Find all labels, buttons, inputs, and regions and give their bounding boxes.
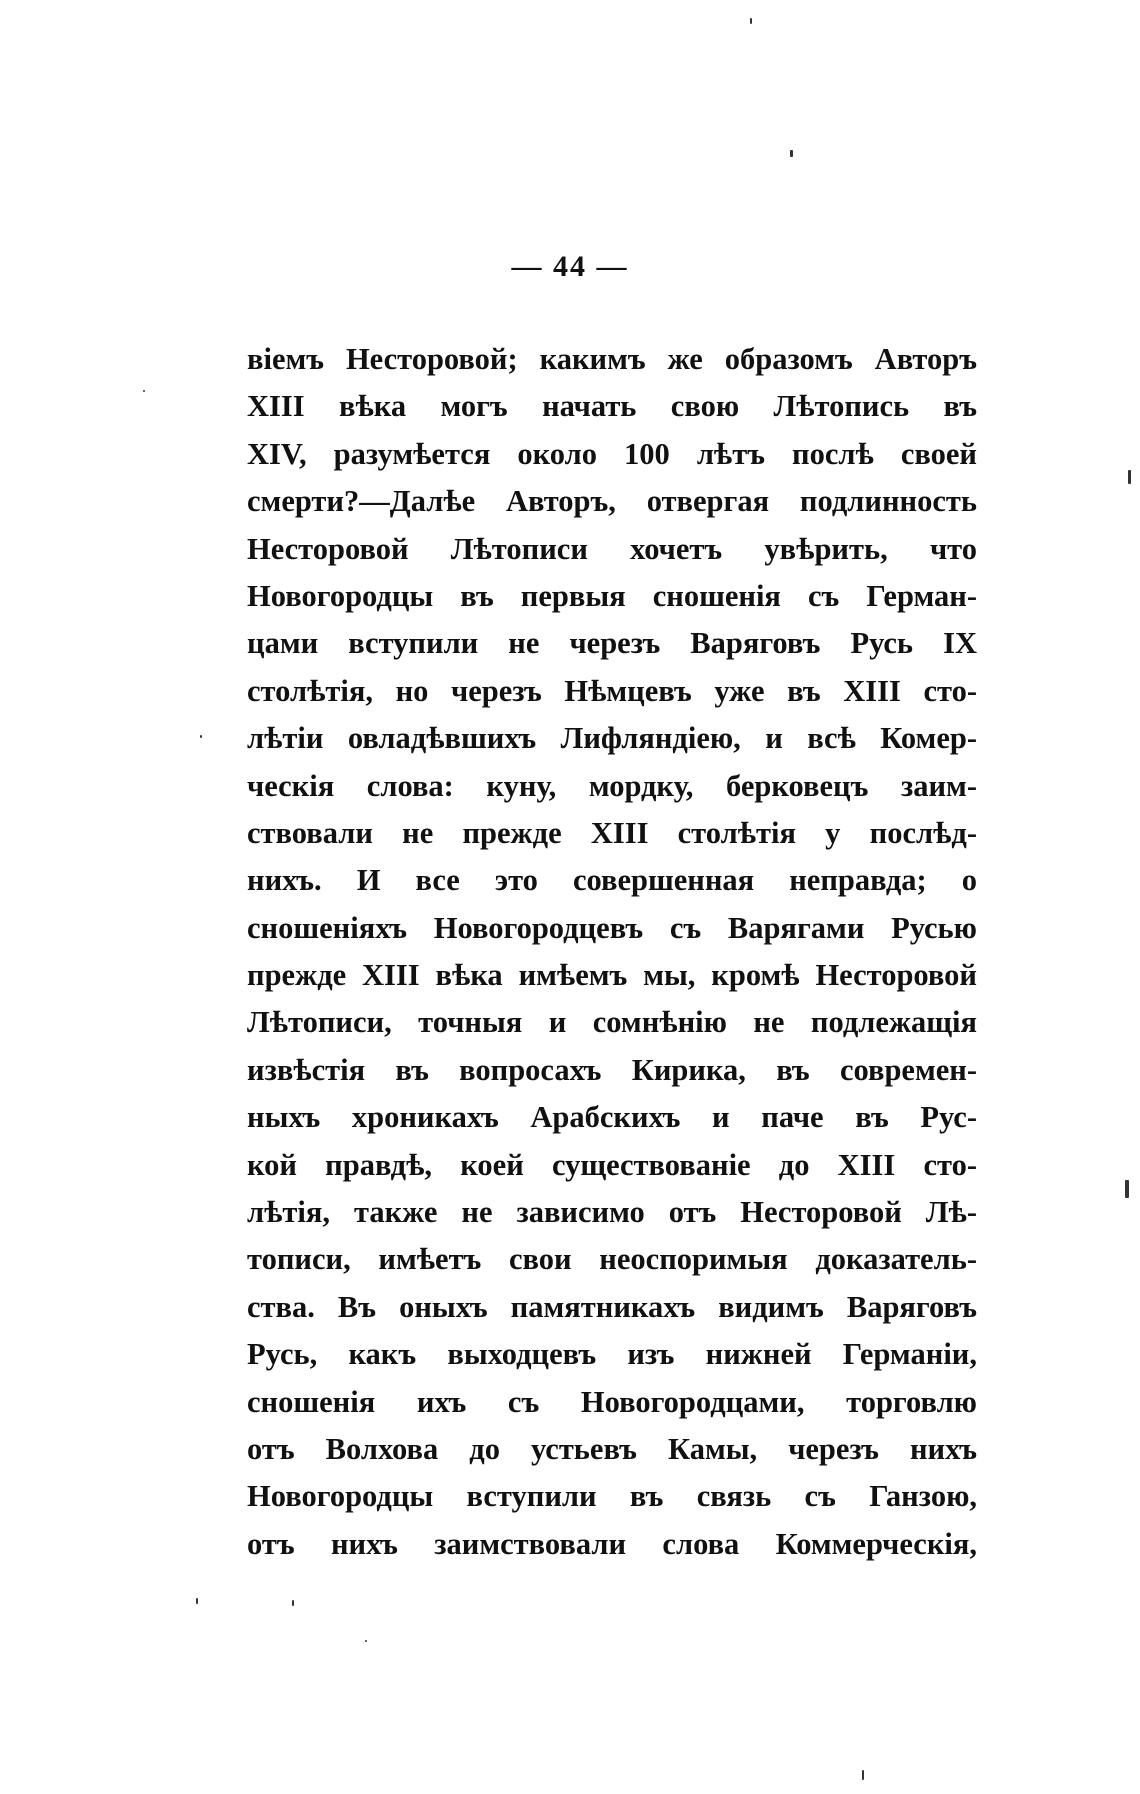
text-line: сношенія ихъ съ Новогородцами, торговлю (247, 1384, 977, 1419)
scan-speck (365, 1640, 367, 1642)
text-line: XIV, разумѣется около 100 лѣтъ послѣ своей (247, 436, 977, 471)
text-line: ныхъ хроникахъ Арабскихъ и паче въ Рус- (247, 1100, 977, 1135)
text-line: кой правдѣ, коей существованіе до XIII сто- (247, 1147, 977, 1182)
text-line: тописи, имѣетъ свои неоспоримыя доказатель- (247, 1242, 977, 1277)
text-line: Лѣтописи, точныя и сомнѣнію не подлежащія (247, 1005, 977, 1040)
text-line: нихъ. И все это совершенная неправда; о (247, 863, 977, 898)
text-line: ческія слова: куну, мордку, берковецъ заим- (247, 768, 977, 803)
text-line: XIII вѣка могъ начать свою Лѣтопись въ (247, 389, 977, 424)
scan-speck (196, 1598, 198, 1604)
text-line: лѣтіи овладѣвшихъ Лифляндіею, и всѣ Комер- (247, 721, 977, 756)
text-line: Русь, какъ выходцевъ изъ нижней Германіи, (247, 1337, 977, 1372)
text-line: цами вступили не черезъ Варяговъ Русь IX (247, 626, 977, 661)
text-line: ствовали не прежде XIII столѣтія у послѣд- (247, 815, 977, 850)
text-line: лѣтія, также не зависимо отъ Несторовой Лѣ- (247, 1195, 977, 1230)
text-line: отъ нихъ заимствовали слова Коммерческія, (247, 1526, 977, 1561)
text-line: Новогородцы въ первыя сношенія съ Герман- (247, 578, 977, 613)
text-line: віемъ Несторовой; какимъ же образомъ Авторъ (247, 342, 977, 376)
scan-speck (790, 150, 793, 157)
scan-speck (1128, 470, 1131, 484)
text-line: столѣтія, но черезъ Нѣмцевъ уже въ XIII сто- (247, 673, 977, 708)
text-body (247, 336, 977, 1568)
text-line: ства. Въ оныхъ памятникахъ видимъ Варяговъ (247, 1289, 977, 1324)
text-line: отъ Волхова до устьевъ Камы, черезъ нихъ (247, 1431, 977, 1466)
scan-speck (862, 1770, 864, 1780)
scan-speck (200, 735, 202, 738)
text-line: Новогородцы вступили въ связь съ Ганзою, (247, 1479, 977, 1514)
scan-speck (143, 390, 145, 392)
text-line: извѣстія въ вопросахъ Кирика, въ современ- (247, 1052, 977, 1087)
text-line: прежде XIII вѣка имѣемъ мы, кромѣ Несторовой (247, 958, 977, 993)
scan-speck (750, 18, 752, 24)
scan-speck (1125, 1180, 1129, 1198)
text-line: смерти?—Далѣе Авторъ, отвергая подлинность (247, 484, 977, 519)
page-number: — 44 — (511, 250, 629, 283)
text-line: Несторовой Лѣтописи хочетъ увѣрить, что (247, 531, 977, 566)
scan-speck (292, 1600, 294, 1606)
text-line: сношеніяхъ Новогородцевъ съ Варягами Русью (247, 910, 977, 945)
